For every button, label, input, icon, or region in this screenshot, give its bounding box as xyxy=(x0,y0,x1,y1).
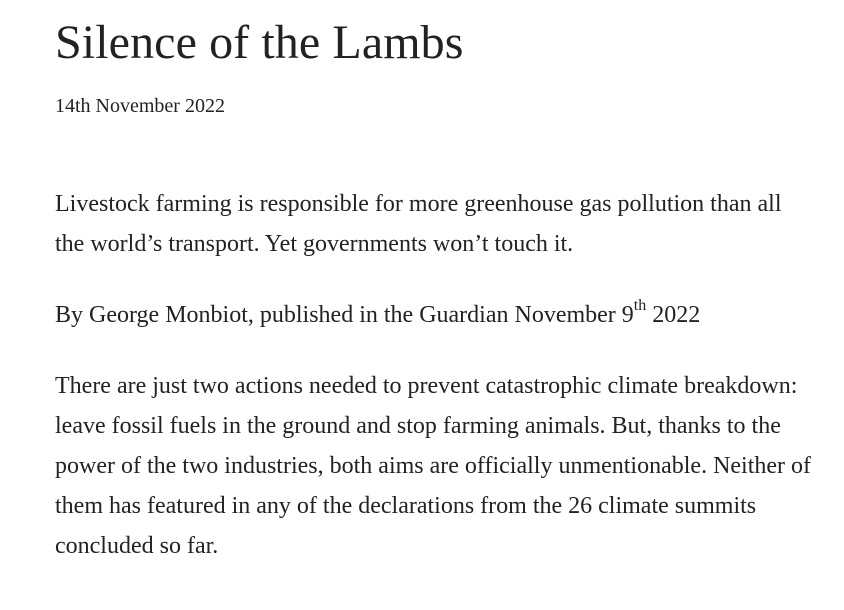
article-lead: Livestock farming is responsible for more greenhouse gas pollution than all the world’s transport. Yet governments won’t touch it. xyxy=(55,191,782,257)
article-title: Silence of the Lambs xyxy=(55,16,464,69)
byline-year: 2022 xyxy=(646,302,701,328)
byline-ordinal-suffix: th xyxy=(633,297,647,314)
article-byline xyxy=(55,295,814,335)
article-date: 14th November 2022 xyxy=(55,95,225,117)
byline-text: By George Monbiot, published in the Guardian November 9 xyxy=(55,302,634,328)
article-body-paragraph: There are just two actions needed to prevent catastrophic climate breakdown: leave fossil fuels in the ground and stop farming animals. But, thanks to the power of the two industries, both aims are officially unmentionable. Neither of them has featured in any of the declarations from the 26 climate summits concluded so far. xyxy=(55,373,812,559)
